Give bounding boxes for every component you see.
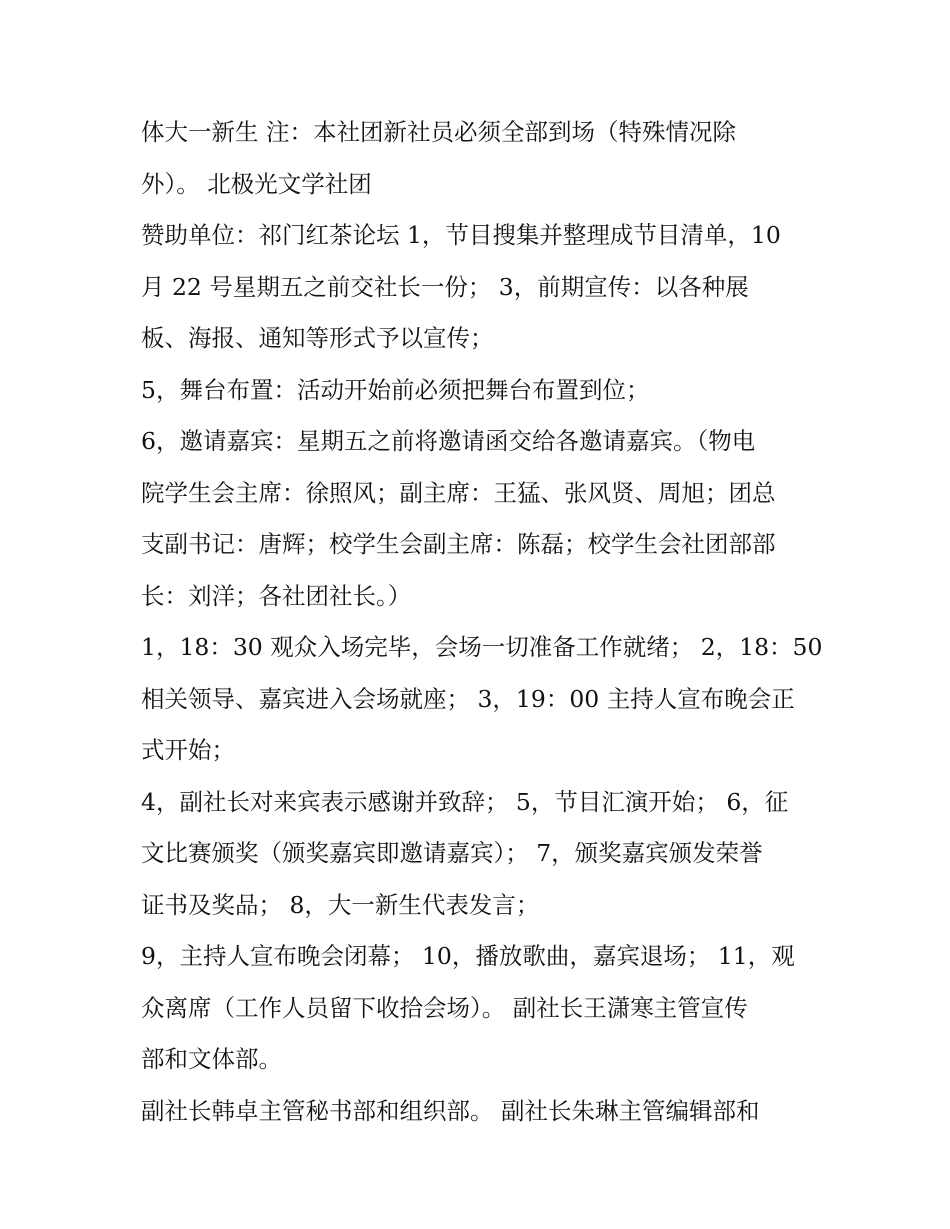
text-line: 赞助单位：祁门红茶论坛 1，节目搜集并整理成节目清单，10 bbox=[141, 221, 781, 249]
text-line: 6，邀请嘉宾：星期五之前将邀请函交给各邀请嘉宾。（物电 bbox=[141, 427, 756, 455]
text-line: 板、海报、通知等形式予以宣传； bbox=[141, 324, 494, 352]
text-line: 4，副社长对来宾表示感谢并致辞； 5，节目汇演开始； 6，征 bbox=[141, 787, 789, 816]
document-body bbox=[141, 107, 831, 1137]
text-line: 副社长韩卓主管秘书部和组织部。 副社长朱琳主管编辑部和 bbox=[141, 1096, 760, 1125]
text-line: 众离席（工作人员留下收拾会场）。 副社长王潇寒主管宣传 bbox=[141, 993, 748, 1022]
text-line: 部和文体部。 bbox=[141, 1045, 282, 1073]
text-line: 9，主持人宣布晚会闭幕； 10，播放歌曲，嘉宾退场； 11，观 bbox=[141, 942, 795, 970]
text-line: 月 22 号星期五之前交社长一份； 3，前期宣传：以各种展 bbox=[141, 272, 749, 301]
text-line: 相关领导、嘉宾进入会场就座； 3，19：00 主持人宣布晚会正 bbox=[141, 684, 795, 713]
text-line: 证书及奖品； 8，大一新生代表发言； bbox=[141, 890, 540, 919]
text-line: 式开始； bbox=[141, 736, 235, 764]
text-line: 外）。 北极光文学社团 bbox=[141, 169, 372, 198]
text-line: 文比赛颁奖（颁奖嘉宾即邀请嘉宾）； 7，颁奖嘉宾颁发荣誉 bbox=[141, 839, 763, 867]
text-line: 院学生会主席：徐照风；副主席：王猛、张风贤、周旭；团总 bbox=[141, 478, 776, 507]
text-line: 长：刘洋；各社团社长。） bbox=[141, 581, 412, 610]
text-line: 支副书记：唐辉；校学生会副主席：陈磊；校学生会社团部部 bbox=[141, 530, 776, 558]
text-line: 1，18：30 观众入场完毕，会场一切准备工作就绪； 2，18：50 bbox=[141, 633, 823, 661]
text-line: 体大一新生 注：本社团新社员必须全部到场（特殊情况除 bbox=[141, 118, 736, 146]
text-line: 5，舞台布置：活动开始前必须把舞台布置到位； bbox=[141, 375, 650, 404]
